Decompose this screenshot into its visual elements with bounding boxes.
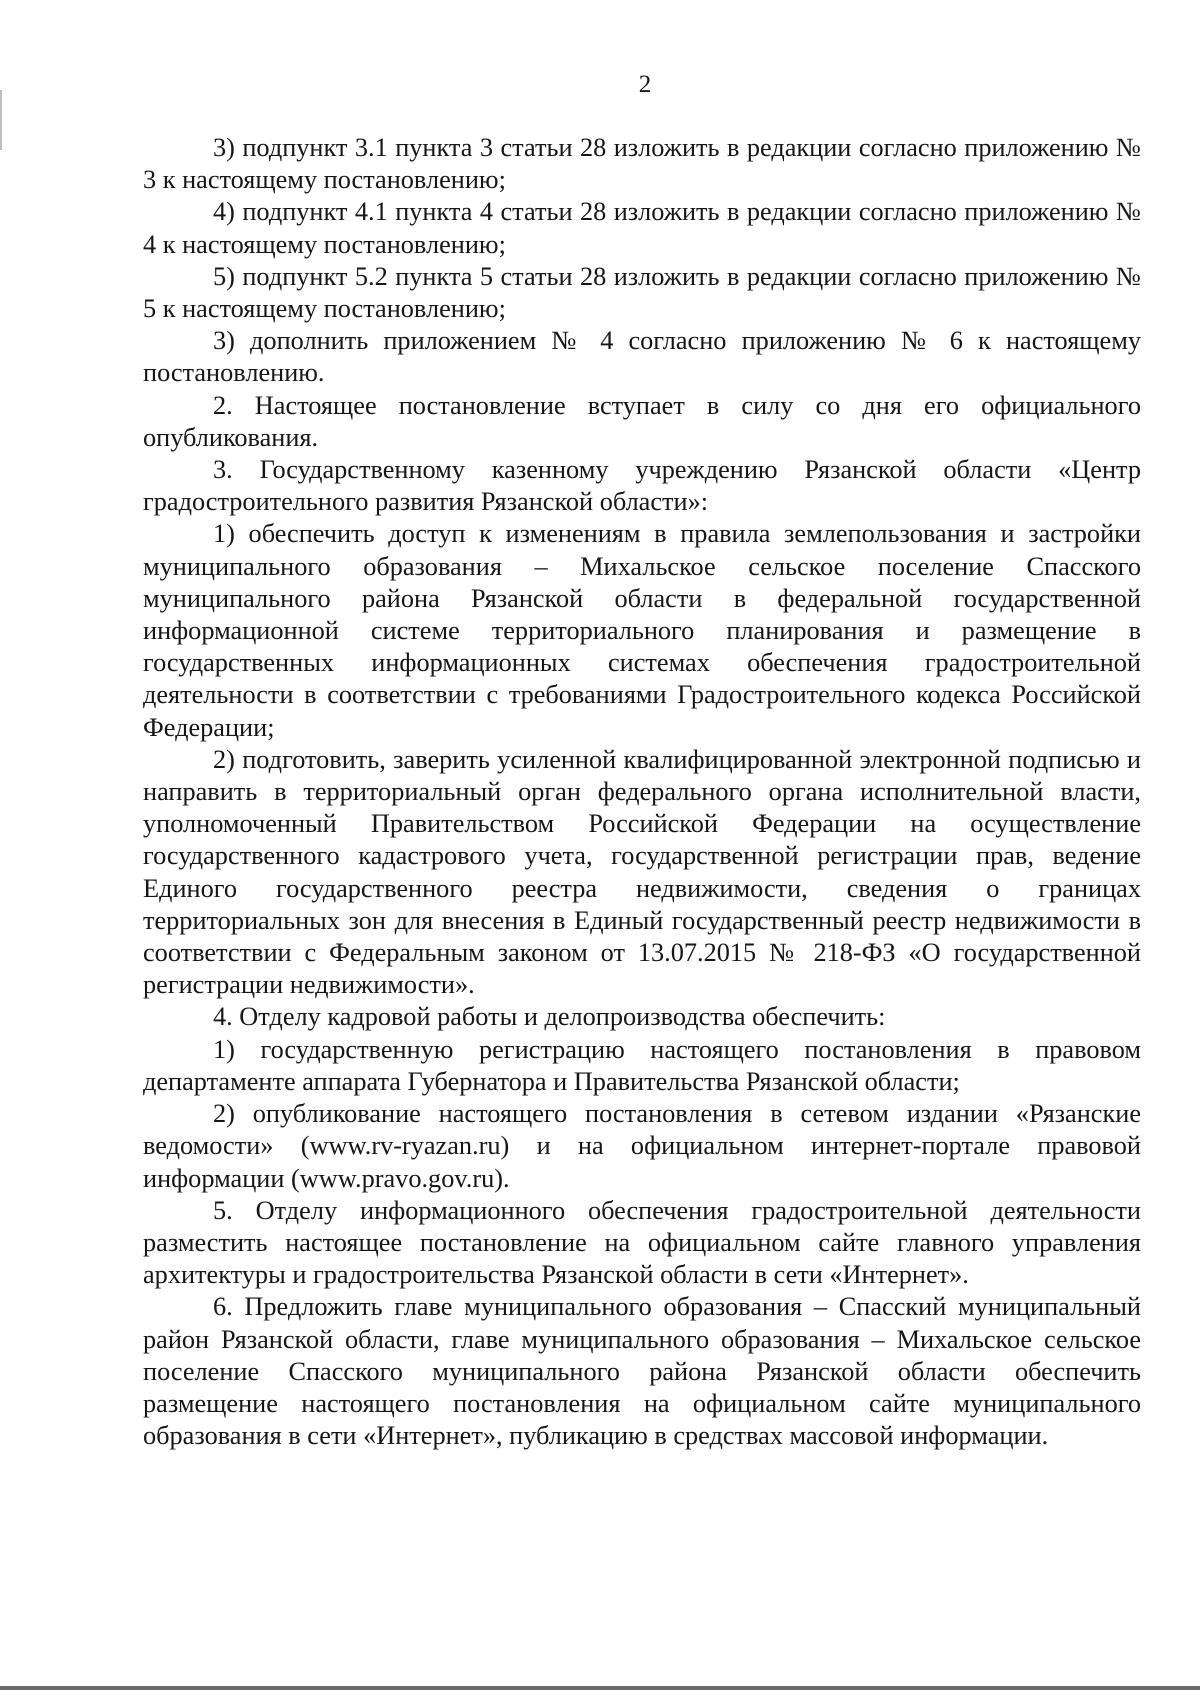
paragraph-item-4-1: 4) подпункт 4.1 пункта 4 статьи 28 изложить в редакции согласно приложению № 4 к настоящему постановлению; [143, 197, 1141, 259]
paragraph-append-appendix: 3) дополнить приложением № 4 согласно приложению № 6 к настоящему постановлению. [143, 326, 1141, 388]
paragraph-section-5: 5. Отделу информационного обеспечения градостроительной деятельности разместить настоящее постановление на официальном сайте главного управления архитектуры и градостроительства Рязанской области в сети «Интернет». [143, 1195, 1141, 1290]
paragraph-section-6: 6. Предложить главе муниципального образования – Спасский муниципальный район Рязанской области, главе муниципального образования – Михальское сельское поселение Спасского муниципального района Рязанской области обеспечить размещение настоящего постановления на официальном сайте муниципального образования в сети «Интернет», публикацию в средствах массовой информации. [143, 1292, 1141, 1451]
paragraph-item-3-1: 3) подпункт 3.1 пункта 3 статьи 28 изложить в редакции согласно приложению № 3 к настоящему постановлению; [143, 133, 1141, 195]
paragraph-section-4-department: 4. Отделу кадровой работы и делопроизводства обеспечить: [213, 1002, 886, 1032]
scan-edge-bottom [0, 1686, 1200, 1690]
paragraph-section-3-item-2: 2) подготовить, заверить усиленной квалифицированной электронной подписью и направить в территориальный орган федерального органа исполнительной власти, уполномоченный Правительством Российской Федерации на осуществление государственного кадастрового учета, государственной регистрации прав, ведение Единого государственного реестра недвижимости, сведения о границах территориальных зон для внесения в Единый государственный реестр недвижимости в соответствии с Федеральным законом от 13.07.2015 № 218-ФЗ «О государственной регистрации недвижимости». [143, 744, 1141, 1000]
page-number: 2 [638, 71, 652, 98]
paragraph-section-4-item-1: 1) государственную регистрацию настоящего постановления в правовом департаменте аппарата Губернатора и Правительства Рязанской области; [143, 1034, 1141, 1096]
paragraph-section-2-effective: 2. Настоящее постановление вступает в силу со дня его официального опубликования. [143, 390, 1141, 452]
paragraph-item-5-2: 5) подпункт 5.2 пункта 5 статьи 28 изложить в редакции согласно приложению № 5 к настоящему постановлению; [143, 261, 1141, 324]
paragraph-section-4-item-2: 2) опубликование настоящего постановления в сетевом издании «Рязанские ведомости» (www.rv-ryazan.ru) и на официальном интернет-портале правовой информации (www.pravo.gov.ru). [143, 1099, 1141, 1193]
paragraph-section-3-institution: 3. Государственному казенному учреждению Рязанской области «Центр градостроительного развития Рязанской области»: [143, 455, 1141, 517]
document-body [143, 132, 1141, 1452]
paragraph-section-3-item-1: 1) обеспечить доступ к изменениям в правила землепользования и застройки муниципального образования – Михальское сельское поселение Спасского муниципального района Рязанской области в федеральной государственной информационной системе территориального планирования и размещение в государственных информационных системах обеспечения градостроительной деятельности в соответствии с требованиями Градостроительного кодекса Российской Федерации; [143, 519, 1141, 742]
